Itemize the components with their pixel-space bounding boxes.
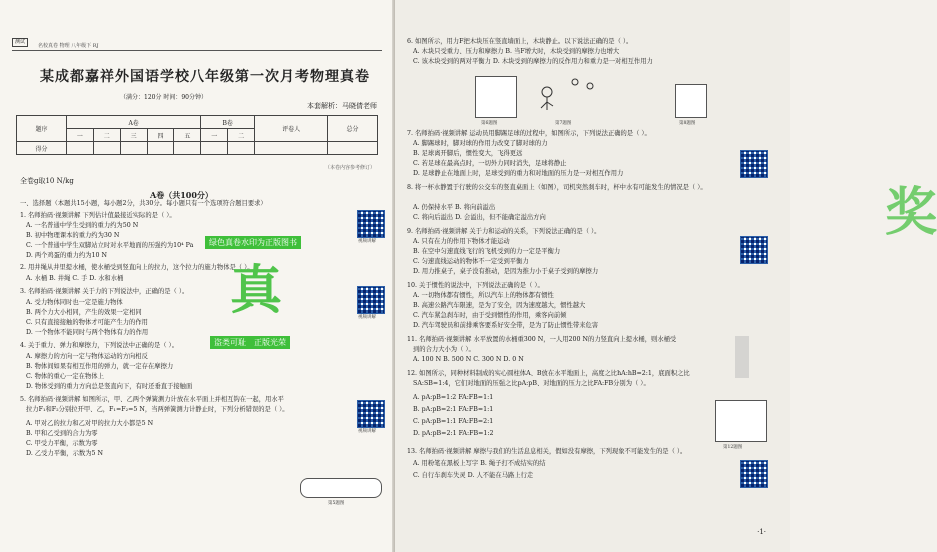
question-line: B. 物体间如果有相互作用的弹力，就一定存在摩擦力 — [26, 363, 174, 370]
question-line: A. 水桶 B. 井绳 C. 手 D. 水和水桶 — [26, 275, 124, 282]
figure-caption: 第5题图 — [328, 501, 345, 506]
score-cell — [93, 142, 120, 155]
question-line: 5. 名师拍码·视频讲解 如图所示，甲、乙两个弹簧测力计放在水平面上并相互钩在一起，用水平 — [20, 396, 284, 403]
question-line: 12. 如图所示，同种材料制成的实心圆柱体A、B放在水平地面上，高度之比hA:hB=2:1，底面积之比 — [407, 370, 690, 377]
question-line: C. 汽车紧急刹车时，由于受到惯性的作用，乘客向前倾 — [413, 312, 567, 319]
question-line: A. 100 N B. 500 N C. 300 N D. 0 N — [413, 356, 524, 363]
score-cell — [120, 142, 147, 155]
question-line: A. 脚踢球时，脚对球的作用力改变了脚对球的力 — [413, 140, 548, 147]
score-row-label: 得分 — [17, 142, 67, 155]
question-line: 2. 用井绳从井里提水桶，使水桶受到竖直向上的拉力，这个拉力的施力物体是（ ）。 — [20, 264, 254, 271]
qr-code-icon[interactable] — [357, 286, 385, 314]
question-line: D. 乙受力平衡，示数为5 N — [26, 450, 104, 457]
qr-code-icon[interactable] — [740, 460, 768, 488]
figure-caption: 第6题图 — [481, 121, 498, 126]
question-line: A. 受力物体同时也一定是施力物体 — [26, 299, 123, 306]
question-line: A. 甲对乙的拉力和乙对甲的拉力大小都是5 N — [26, 420, 154, 427]
question-line: B. 在空中匀速直线飞行的飞机受到的力一定是平衡力 — [413, 248, 561, 255]
score-header-cell: 总分 — [328, 116, 378, 142]
question-line: A. pA:pB=1:2 FA:FB=1:1 — [413, 394, 494, 401]
figure-caption: 第8题图 — [679, 121, 696, 126]
football-figure — [535, 72, 605, 116]
question-line: 3. 名师拍码·视频讲解 关于力的下列说法中，正确的是（ ）。 — [20, 288, 189, 295]
qr-label: 视频讲解 — [358, 315, 376, 320]
water-cup-figure — [675, 84, 707, 118]
question-line: 到的合力大小为（ ）。 — [413, 346, 475, 353]
question-line: 9. 名师拍码·视频讲解 关于力和运动的关系，下列说法正确的是（ ）。 — [407, 228, 601, 235]
question-line: 4. 关于重力、弹力和摩擦力，下列说法中正确的是（ ）。 — [20, 342, 178, 349]
section-title: A卷（共100分） — [150, 190, 213, 200]
qr-code-icon[interactable] — [740, 236, 768, 264]
qr-code-icon[interactable] — [357, 210, 385, 238]
score-cell — [66, 142, 93, 155]
score-cell — [174, 142, 201, 155]
question-line: B. 足球离开脚后，惯性变大，飞得更远 — [413, 150, 523, 157]
question-line: 拉力F₁和F₂分别拉开甲、乙，F₁=F₂=5 N，当两弹簧测力计静止时，下列分析错误的是（ ）。 — [26, 406, 289, 413]
question-line: C. 一个普通中学生双脚站立时对水平地面的压强约为10⁴ Pa — [26, 242, 194, 249]
right-page — [395, 0, 937, 552]
question-line: 11. 名师拍码·视频讲解 水平放置的水桶重300 N，一人用200 N的力竖直向上提水桶，则水桶受 — [407, 336, 677, 343]
score-cell — [228, 142, 255, 155]
page-title: 某成都嘉祥外国语学校八年级第一次月考物理真卷 — [40, 69, 370, 85]
header-tag: 测试 — [12, 38, 28, 47]
score-header-cell: 评卷人 — [255, 116, 328, 142]
score-col: 二 — [93, 129, 120, 142]
score-cell — [201, 142, 228, 155]
table-note: （本卷内容参考修订） — [324, 165, 375, 171]
question-line: D. 一个物体不能同时与两个物体有力的作用 — [26, 329, 149, 336]
spring-scale-figure — [300, 478, 382, 498]
header-line: 名校真卷 物理 八年级下 RJ — [38, 43, 99, 49]
question-line: B. 两个力大小相同，产生的效果一定相同 — [26, 309, 142, 316]
question-line: A. 木块只受重力、压力和摩擦力 B. 当F增大时，木块受到的摩擦力也增大 — [413, 48, 620, 55]
figure-caption: 第7题图 — [555, 121, 572, 126]
watermark-jiang: 奖 — [885, 183, 937, 243]
question-line: 10. 关于惯性的说法中，下列说法正确的是（ ）。 — [407, 282, 544, 289]
question-line: C. 甲受力平衡，示数为零 — [26, 440, 98, 447]
score-header-cell: B卷 — [201, 116, 255, 129]
question-line: A. 用粉笔在黑板上写字 B. 绳子打不成结实的结 — [413, 460, 546, 467]
question-line: SA:SB=1:4，它们对地面的压强之比pA:pB、对地面的压力之比FA:FB分别为（ ）。 — [413, 380, 650, 387]
qr-label: 视频讲解 — [358, 239, 376, 244]
watermark-banner: 盗类可耻 正版光荣 — [210, 336, 290, 349]
score-cell — [255, 142, 328, 155]
header-rule — [12, 50, 382, 51]
score-col: 三 — [120, 129, 147, 142]
question-line: D. pA:pB=2:1 FA:FB=1:2 — [413, 430, 494, 437]
question-line: 7. 名师拍码·视频讲解 运动员用脚踢足球的过程中，如图所示，下列说法正确的是（ ）。 — [407, 130, 651, 137]
question-line: D. 足球静止在地面上时，足球受到的重力和对地面的压力是一对相互作用力 — [413, 170, 624, 177]
question-line: A. 只有在力的作用下物体才能运动 — [413, 238, 510, 245]
qr-label: 视频讲解 — [358, 429, 376, 434]
question-line: B. 甲和乙受到的合力为零 — [26, 430, 98, 437]
question-line: B. 高速公路汽车限速，是为了安全，因为速度越大，惯性越大 — [413, 302, 586, 309]
cylinders-figure — [715, 400, 767, 442]
watermark-banner: 绿色真卷水印为正版图书 — [205, 236, 301, 249]
score-table — [16, 115, 378, 155]
question-line: 一、选择题（本题共15小题，每小题2分，共30分。每小题只有一个选项符合题目要求） — [20, 200, 267, 207]
left-page — [0, 0, 395, 552]
question-line: B. pA:pB=2:1 FA:FB=1:1 — [413, 406, 494, 413]
question-line: A. 一切物体都有惯性，所以汽车上的物体都有惯性 — [413, 292, 554, 299]
question-line: B. 初中物理课本的重力约为30 N — [26, 232, 120, 239]
question-line: D. 用力推桌子，桌子没有推动，是因为推力小于桌子受到的摩擦力 — [413, 268, 599, 275]
question-line: 1. 名师拍码·视频讲解 下列估计值最接近实际的是（ ）。 — [20, 212, 176, 219]
watermark-zhen: 真 — [230, 261, 283, 321]
question-line: A. 仍保持水平 B. 将向前溢出 — [413, 204, 496, 211]
question-line: 13. 名师拍码·视频讲解 摩擦与我们的生活息息相关，假如没有摩擦，下列现象不可能发生的是（ ）。 — [407, 448, 687, 455]
score-col: 一 — [66, 129, 93, 142]
exam-info: （满分：120分 时间：90分钟） — [120, 94, 207, 101]
question-line: C. 自行车刹车失灵 D. 人不能在马路上行走 — [413, 472, 534, 479]
question-line: C. 若足球在最高点时，一切外力同时消失，足球将静止 — [413, 160, 567, 167]
question-line: C. 该木块受到的两对平衡力 D. 木块受到的摩擦力的反作用力和重力是一对相互作用力 — [413, 58, 653, 65]
question-line: 8. 将一杯水静置于行驶的公交车的竖直桌面上（如图），司机突然刹车时，杯中水有可能发生的情况是（ ）。 — [407, 184, 707, 191]
question-line: D. 两个鸡蛋的重力约为10 N — [26, 252, 108, 259]
score-col: 五 — [174, 129, 201, 142]
score-cell — [147, 142, 174, 155]
score-header-cell: A卷 — [66, 116, 200, 129]
question-line: A. 摩擦力的方向一定与物体运动的方向相反 — [26, 353, 148, 360]
score-col: 四 — [147, 129, 174, 142]
question-line: C. pA:pB=1:1 FA:FB=2:1 — [413, 418, 494, 425]
author-line: 本套解析：马晓倩老师 — [307, 102, 377, 110]
qr-code-icon[interactable] — [357, 400, 385, 428]
blurred-region — [735, 336, 749, 378]
g-note: 全卷g取10 N/kg — [20, 177, 74, 185]
score-col: 一 — [201, 129, 228, 142]
question-line: C. 将向后溢出 D. 会溢出，但不能确定溢出方向 — [413, 214, 546, 221]
figure-caption: 第12题图 — [723, 445, 743, 450]
score-header-cell: 题序 — [17, 116, 67, 142]
score-cell — [328, 142, 378, 155]
question-line: C. 物体的重心一定在物体上 — [26, 373, 104, 380]
qr-code-icon[interactable] — [740, 150, 768, 178]
question-line: C. 只有直接接触的物体才可能产生力的作用 — [26, 319, 148, 326]
wall-block-figure — [475, 76, 517, 118]
score-col: 二 — [228, 129, 255, 142]
question-line: D. 物体受到的重力方向总是竖直向下，有时还垂直于接触面 — [26, 383, 193, 390]
question-line: 6. 如图所示，用力F把木块压在竖直墙面上，木块静止。以下说法正确的是（ ）。 — [407, 38, 633, 45]
question-line: A. 一名普通中学生受到的重力约为50 N — [26, 222, 139, 229]
question-line: C. 匀速直线运动的物体不一定受到平衡力 — [413, 258, 529, 265]
football-kick-icon — [535, 72, 605, 116]
page-number: ·1· — [757, 528, 766, 536]
question-line: D. 汽车驾驶员和前排乘客要系好安全带，是为了防止惯性带来危害 — [413, 322, 599, 329]
